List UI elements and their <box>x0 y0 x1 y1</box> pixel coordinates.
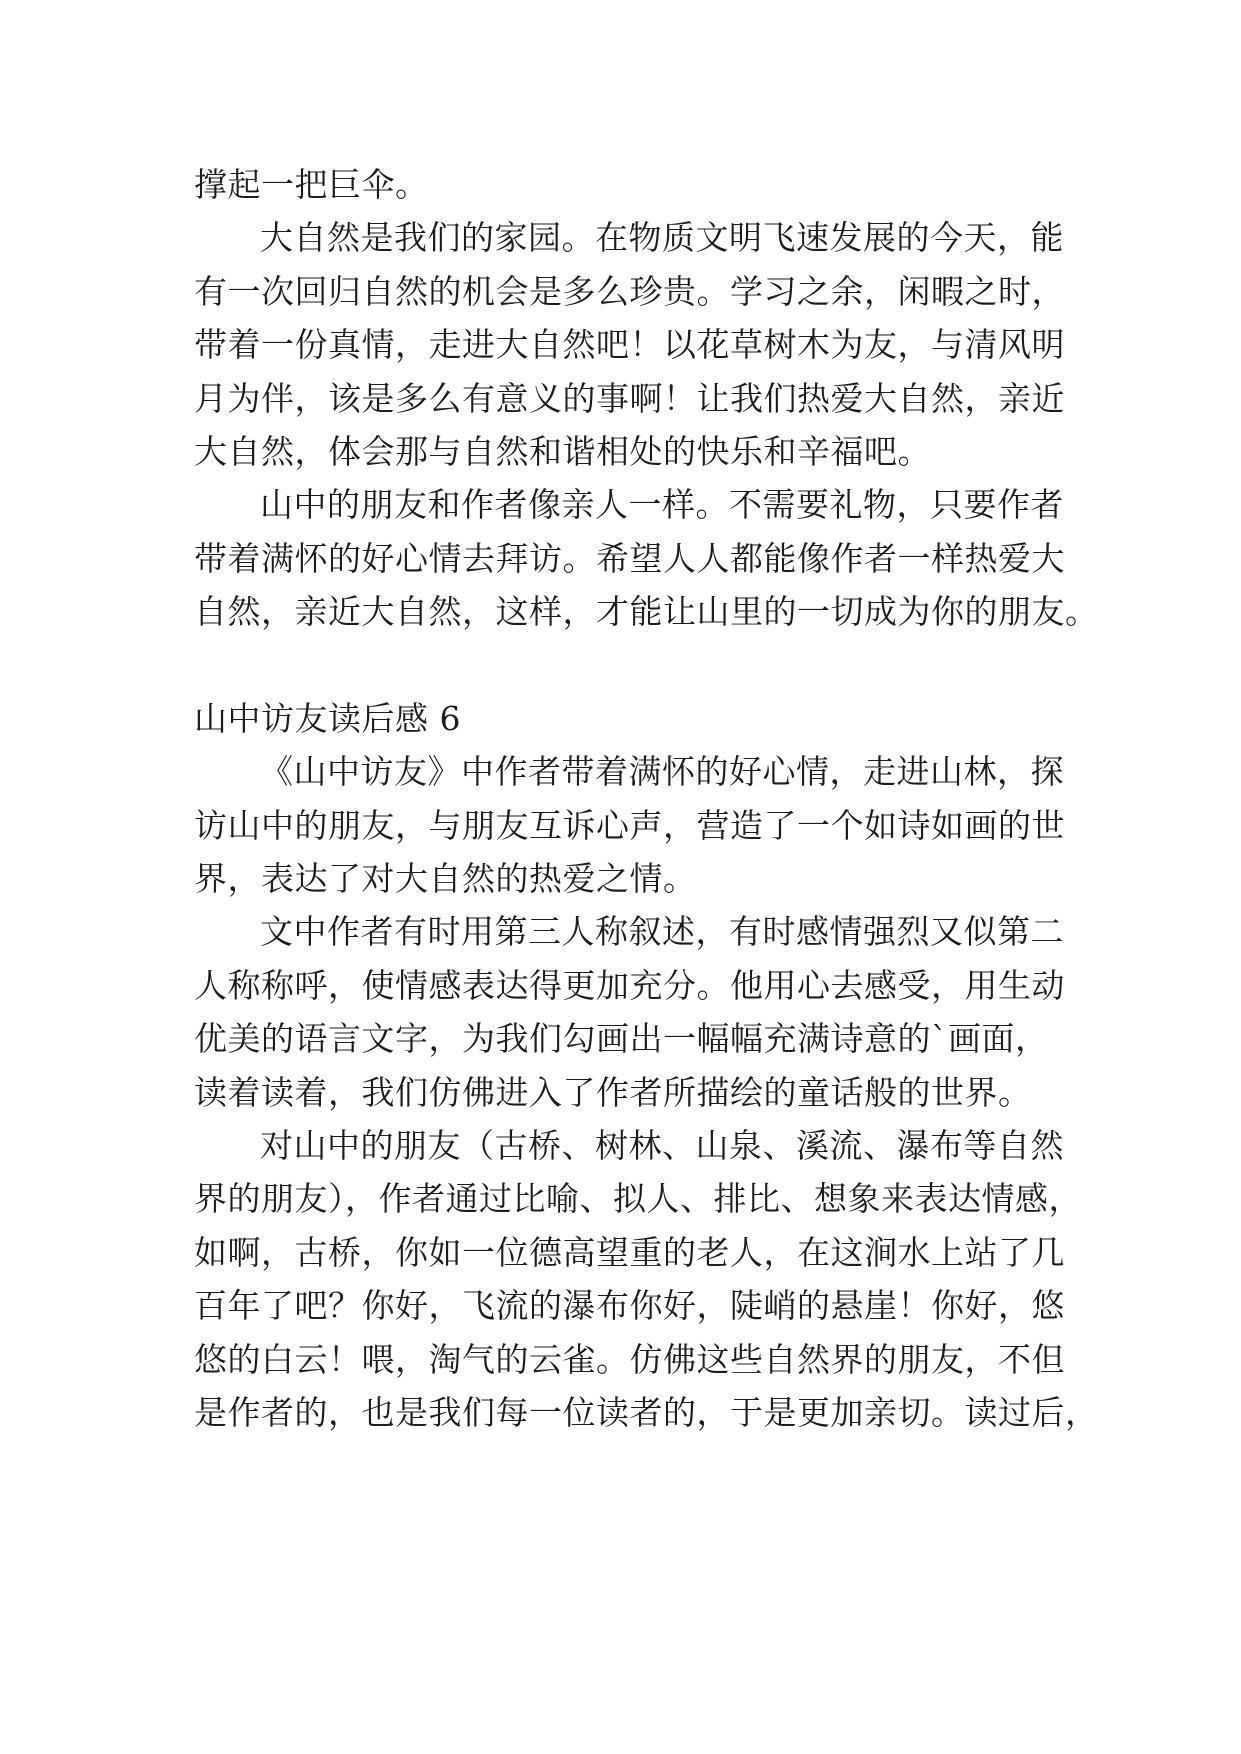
paragraph-line: 悠的白云！喂，淘气的云雀。仿佛这些自然界的朋友，不但 <box>194 1339 1065 1379</box>
paragraph-line: 优美的语言文字，为我们勾画出一幅幅充满诗意的`画面， <box>194 1019 1049 1059</box>
paragraph-line: 界，表达了对大自然的热爱之情。 <box>194 859 697 899</box>
paragraph-line: 大自然，体会那与自然和谐相处的快乐和辛福吧。 <box>194 431 931 471</box>
paragraph-line: 读着读着，我们仿佛进入了作者所描绘的童话般的世界。 <box>194 1072 1032 1112</box>
paragraph <box>194 158 1074 211</box>
paragraph-line: 自然，亲近大自然，这样，才能让山里的一切成为你的朋友。 <box>194 592 1099 632</box>
document-body <box>194 158 1099 1439</box>
paragraph-line: 人称称呼，使情感表达得更加充分。他用心去感受，用生动 <box>194 965 1065 1005</box>
paragraph-line: 是作者的，也是我们每一位读者的，于是更加亲切。读过后， <box>194 1392 1099 1432</box>
section-heading: 山中访友读后感 6 <box>194 698 461 738</box>
paragraph-line: 《山中访友》中作者带着满怀的好心情，走进山林，探 <box>260 752 1064 792</box>
paragraph-line: 大自然是我们的家园。在物质文明飞速发展的今天，能 <box>260 218 1064 258</box>
paragraph-line: 有一次回归自然的机会是多么珍贵。学习之余，闲暇之时， <box>194 271 1065 311</box>
paragraph-line: 带着一份真情，走进大自然吧！以花草树木为友，与清风明 <box>194 325 1065 365</box>
paragraph-line: 撑起一把巨伞。 <box>194 165 429 204</box>
paragraph-line: 界的朋友），作者通过比喻、拟人、排比、想象来表达情感， <box>194 1179 1082 1219</box>
paragraph <box>194 1119 1099 1439</box>
paragraph-line: 如啊，古桥，你如一位德高望重的老人，在这涧水上站了几 <box>194 1232 1065 1272</box>
paragraph-line: 百年了吧？你好，飞流的瀑布你好，陡峭的悬崖！你好，悠 <box>194 1286 1065 1326</box>
paragraph-line: 带着满怀的好心情去拜访。希望人人都能像作者一样热爱大 <box>194 538 1065 578</box>
paragraph-line: 山中的朋友和作者像亲人一样。不需要礼物，只要作者 <box>260 485 1064 525</box>
paragraph-line: 文中作者有时用第三人称叙述，有时感情强烈又似第二 <box>260 912 1064 952</box>
paragraph-line: 访山中的朋友，与朋友互诉心声，营造了一个如诗如画的世 <box>194 805 1065 845</box>
section-gap <box>194 639 1074 692</box>
paragraph <box>194 478 1099 638</box>
paragraph <box>194 211 1074 478</box>
paragraph-line: 月为伴，该是多么有意义的事啊！让我们热爱大自然，亲近 <box>194 378 1065 418</box>
paragraph <box>194 745 1074 905</box>
paragraph <box>194 905 1074 1119</box>
paragraph-line: 对山中的朋友（古桥、树林、山泉、溪流、瀑布等自然 <box>260 1126 1064 1166</box>
